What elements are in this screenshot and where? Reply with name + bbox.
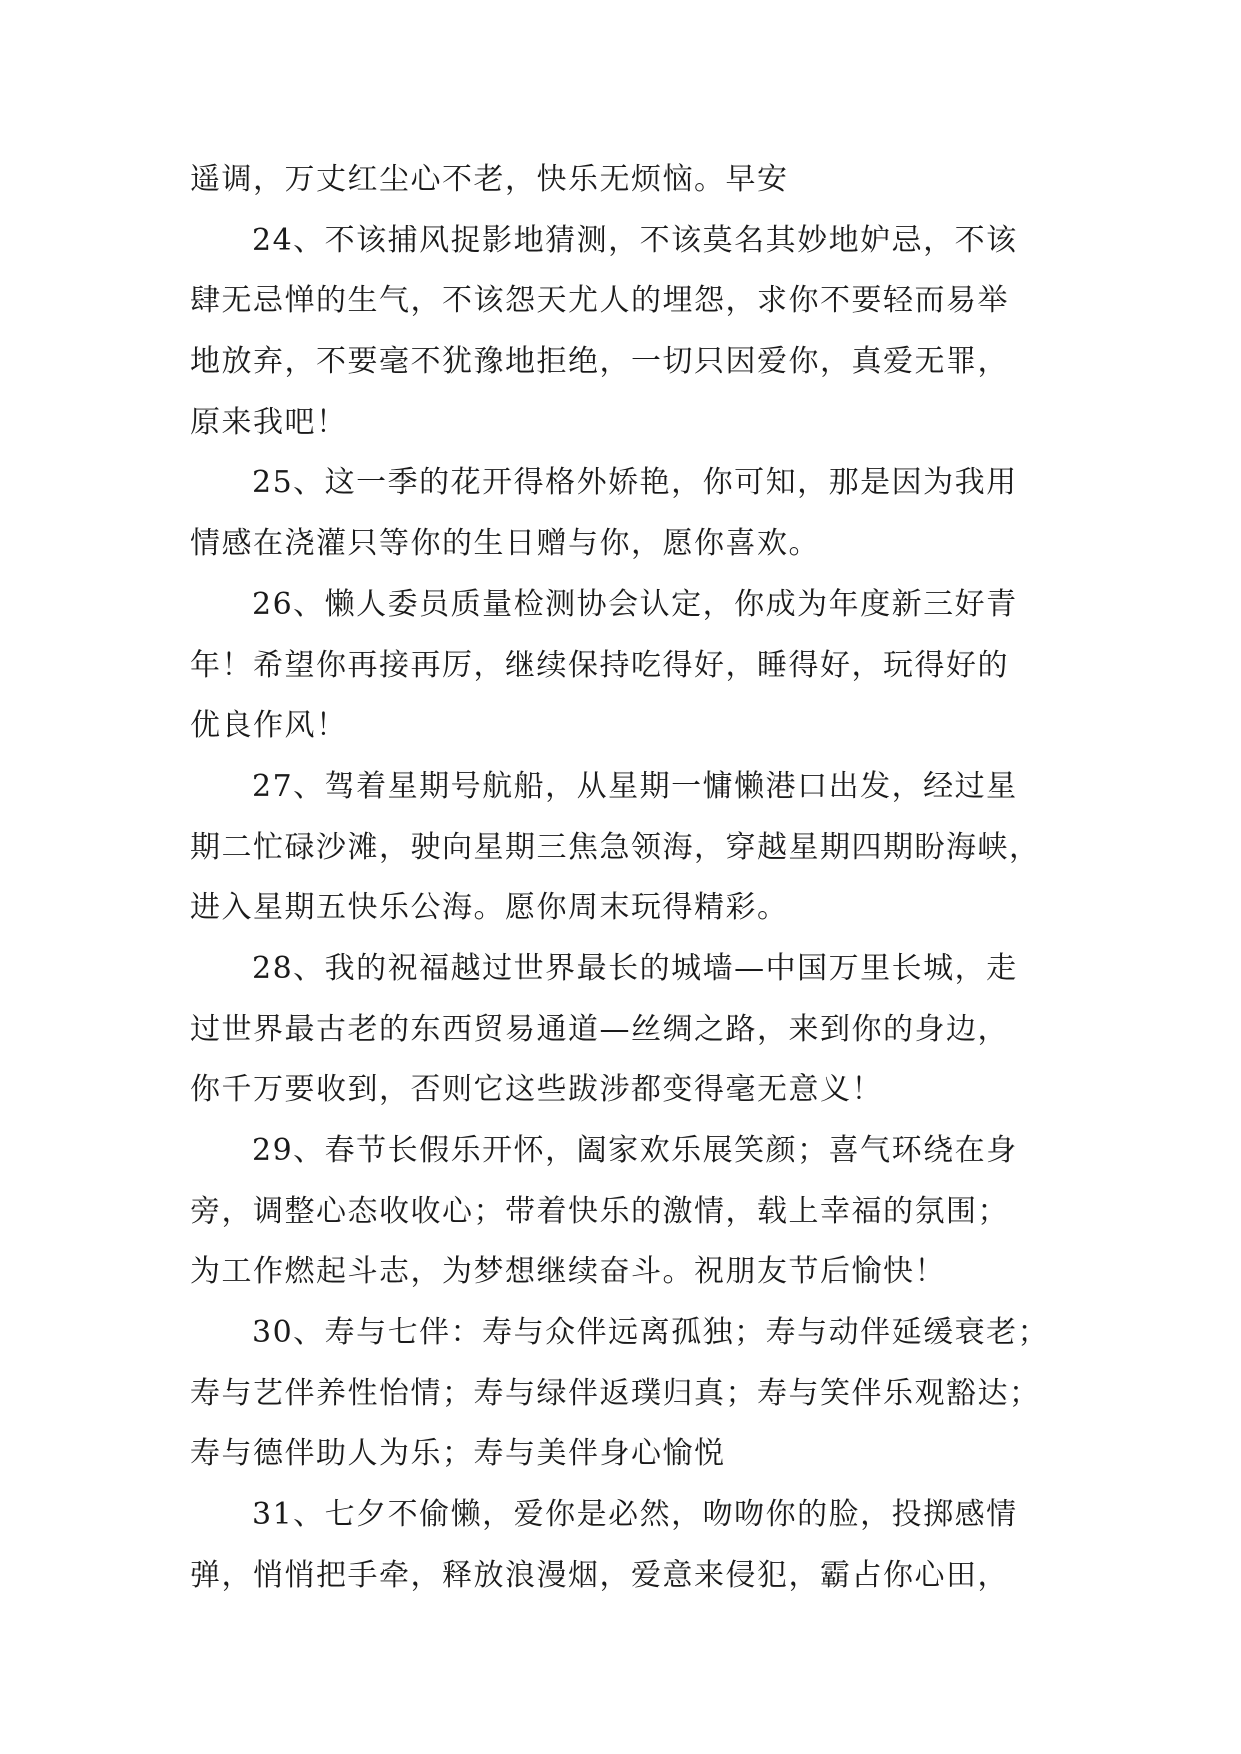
text-line: 旁，调整心态收收心；带着快乐的激情，载上幸福的氛围； <box>190 1193 1009 1229</box>
text-line: 为工作燃起斗志，为梦想继续奋斗。祝朋友节后愉快！ <box>190 1254 946 1290</box>
text-line: 寿与艺伴养性怡情；寿与绿伴返璞归真；寿与笑伴乐观豁达； <box>190 1375 1041 1411</box>
text-line: 优良作风！ <box>190 708 348 744</box>
text-line: 你千万要收到，否则它这些跋涉都变得毫无意义！ <box>190 1072 883 1108</box>
text-line: 年！希望你再接再厉，继续保持吃得好，睡得好，玩得好的 <box>190 647 1009 683</box>
text-line: 遥调，万丈红尘心不老，快乐无烦恼。早安 <box>190 162 789 197</box>
text-line: 弹，悄悄把手牵，释放浪漫烟，爱意来侵犯，霸占你心田， <box>190 1557 1009 1593</box>
text-line: 过世界最古老的东西贸易通道—丝绸之路，来到你的身边， <box>190 1011 1009 1047</box>
paragraph-first-line: 30、寿与七伴：寿与众伴远离孤独；寿与动伴延缓衰老； <box>252 1315 1050 1351</box>
text-line: 期二忙碌沙滩，驶向星期三焦急领海，穿越星期四期盼海峡， <box>190 829 1041 865</box>
paragraph-first-line: 28、我的祝福越过世界最长的城墙—中国万里长城，走 <box>252 950 1018 986</box>
document-body <box>190 150 1050 1607</box>
paragraph-first-line: 26、懒人委员质量检测协会认定，你成为年度新三好青 <box>252 586 1018 622</box>
text-line: 进入星期五快乐公海。愿你周末玩得精彩。 <box>190 890 789 926</box>
text-line: 地放弃，不要毫不犹豫地拒绝，一切只因爱你，真爱无罪， <box>190 344 1009 380</box>
text-line: 肆无忌惮的生气，不该怨天尤人的埋怨，求你不要轻而易举 <box>190 283 1009 319</box>
text-line: 情感在浇灌只等你的生日赠与你，愿你喜欢。 <box>190 526 820 562</box>
paragraph-first-line: 29、春节长假乐开怀，阖家欢乐展笑颜；喜气环绕在身 <box>252 1133 1018 1168</box>
text-line: 寿与德伴助人为乐；寿与美伴身心愉悦 <box>190 1436 726 1472</box>
paragraph-first-line: 25、这一季的花开得格外娇艳，你可知，那是因为我用 <box>252 465 1018 501</box>
text-line: 原来我吧！ <box>190 404 348 440</box>
paragraph-first-line: 24、不该捕风捉影地猜测，不该莫名其妙地妒忌，不该 <box>252 222 1018 258</box>
paragraph-first-line: 31、七夕不偷懒，爱你是必然，吻吻你的脸，投掷感情 <box>252 1497 1018 1533</box>
paragraph-first-line: 27、驾着星期号航船，从星期一慵懒港口出发，经过星 <box>252 768 1018 804</box>
